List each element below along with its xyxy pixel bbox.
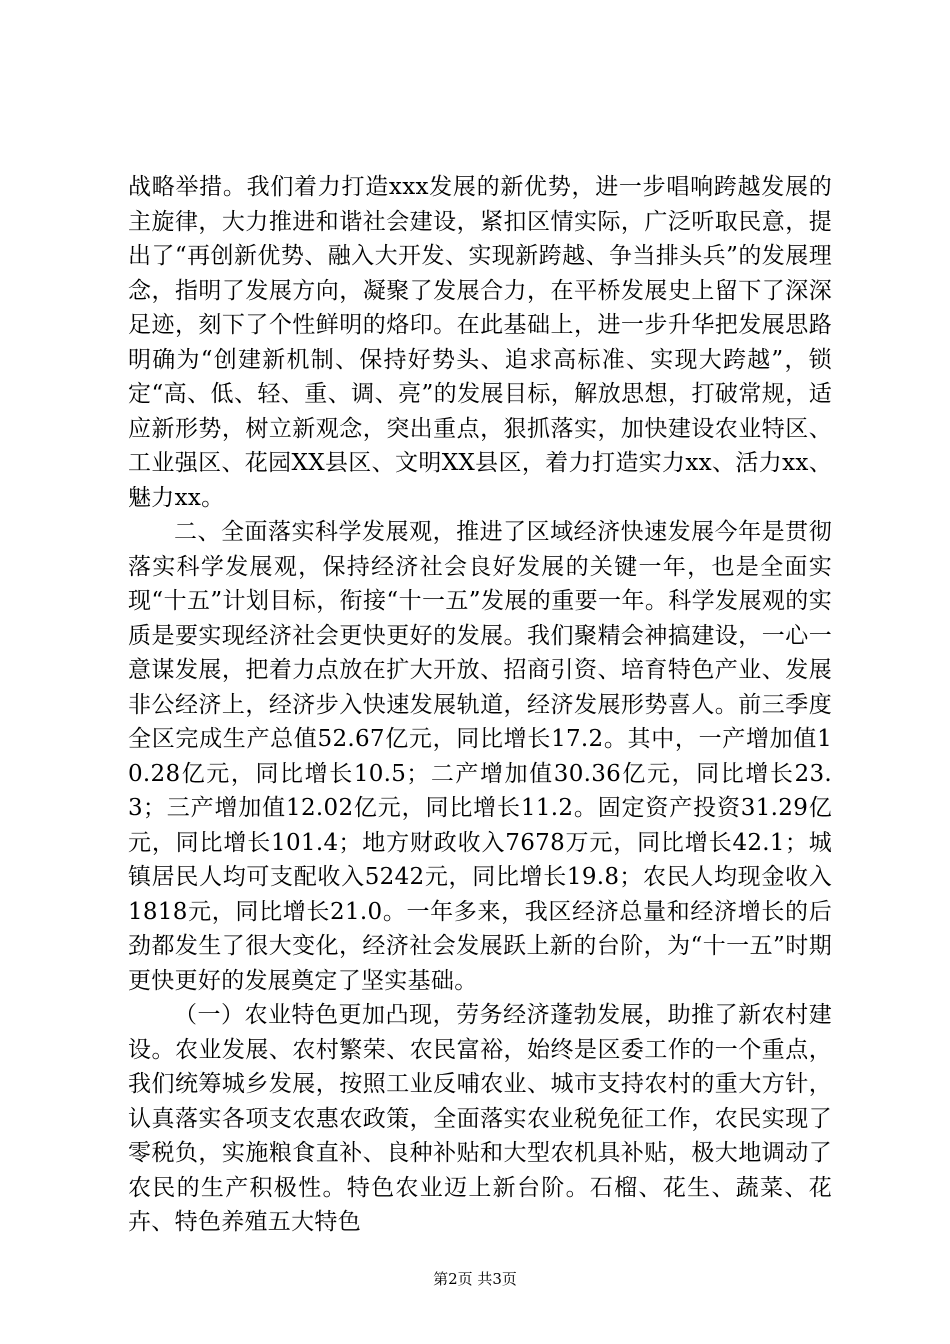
paragraph-strategy-continuation: 战略举措。我们着力打造xxx发展的新优势，进一步唱响跨越发展的主旋律，大力推进和谐社会建设，紧扣区情实际，广泛听取民意，提出了“再创新优势、融入大开发、实现新跨越、争当排头兵”的发展理念，指明了发展方向，凝聚了发展合力，在平桥发展史上留下了深深足迹，刻下了个性鲜明的烙印。在此基础上，进一步升华把发展思路明确为“创建新机制、保持好势头、追求高标准、实现大跨越”，锁定“高、低、轻、重、调、亮”的发展目标，解放思想，打破常规，适应新形势，树立新观念，突出重点，狠抓落实，加快建设农业特区、工业强区、花园XX县区、文明XX县区，着力打造实力xx、活力xx、魅力xx。: [128, 174, 832, 511]
paragraph-agriculture: （一）农业特色更加凸现，劳务经济蓬勃发展，助推了新农村建设。农业发展、农村繁荣、农民富裕，始终是区委工作的一个重点，我们统筹城乡发展，按照工业反哺农业、城市支持农村的重大方针，认真落实各项支农惠农政策，全面落实农业税免征工作，农民实现了零税负，实施粮食直补、良种补贴和大型农机具补贴，极大地调动了农民的生产积极性。特色农业迈上新台阶。石榴、花生、蔬菜、花卉、特色养殖五大特色: [128, 1002, 832, 1235]
paragraph-section-two: 二、全面落实科学发展观，推进了区域经济快速发展今年是贯彻落实科学发展观，保持经济社会良好发展的关键一年，也是全面实现“十五”计划目标，衔接“十一五”发展的重要一年。科学发展观的实质是要实现经济社会更快更好的发展。我们聚精会神搞建设，一心一意谋发展，把着力点放在扩大开放、招商引资、培育特色产业、发展非公经济上，经济步入快速发展轨道，经济发展形势喜人。前三季度全区完成生产总值52.67亿元，同比增长17.2。其中，一产增加值10.28亿元，同比增长10.5；二产增加值30.36亿元，同比增长23.3；三产增加值12.02亿元，同比增长11.2。固定资产投资31.29亿元，同比增长101.4；地方财政收入7678万元，同比增长42.1；城镇居民人均可支配收入5242元，同比增长19.8；农民人均现金收入1818元，同比增长21.0。一年多来，我区经济总量和经济增长的后劲都发生了很大变化，经济社会发展跃上新的台阶，为“十一五”时期更快更好的发展奠定了坚实基础。: [128, 519, 832, 994]
page-number-footer: 第2页 共3页: [433, 1270, 517, 1288]
document-body: [128, 170, 832, 1240]
